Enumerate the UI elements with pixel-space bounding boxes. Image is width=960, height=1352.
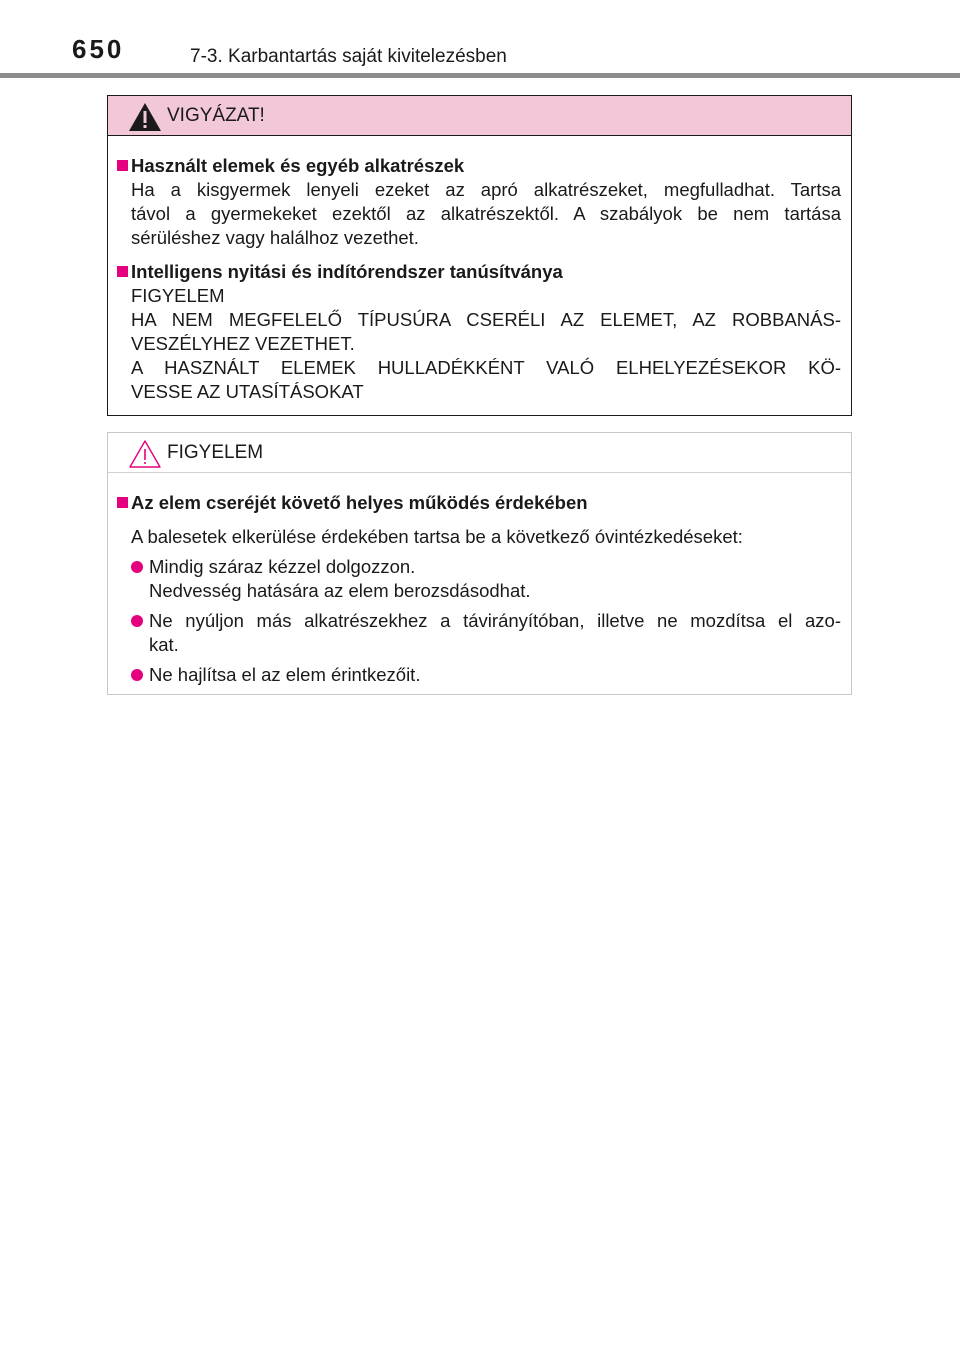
list-item bbox=[131, 555, 841, 603]
intro-paragraph: A balesetek elkerülése érdekében tartsa be a következő óvintézkedéseket: bbox=[131, 526, 743, 547]
notice-box-header bbox=[108, 433, 851, 473]
circle-bullet-icon bbox=[131, 669, 143, 681]
circle-bullet-icon bbox=[131, 561, 143, 573]
list-item bbox=[131, 609, 841, 657]
text-line: sérüléshez vagy halálhoz vezethet. bbox=[131, 227, 419, 248]
section-title: 7-3. Karbantartás saját kivitelezésben bbox=[190, 46, 507, 67]
notice-box-body bbox=[108, 473, 851, 687]
page-header bbox=[0, 0, 960, 80]
warning-box-body bbox=[108, 136, 851, 404]
square-bullet-icon bbox=[117, 497, 128, 508]
text-line: HA NEM MEGFELELŐ TÍPUSÚRA CSERÉLI AZ ELEMET, AZ ROBBANÁS- bbox=[131, 309, 841, 330]
text-line: VESSE AZ UTASÍTÁSOKAT bbox=[131, 381, 364, 402]
item-heading-text: Az elem cseréjét követő helyes működés érdekében bbox=[131, 492, 588, 513]
text-line: FIGYELEM bbox=[131, 285, 225, 306]
item-heading-used-batteries bbox=[131, 154, 841, 178]
text-line: kat. bbox=[149, 634, 179, 655]
text-line: Ne nyúljon más alkatrészekhez a távirányítóban, illetve ne mozdítsa el azo- bbox=[149, 610, 841, 631]
text-line: Ne hajlítsa el az elem érintkezőit. bbox=[149, 664, 421, 685]
square-bullet-icon bbox=[117, 160, 128, 171]
warning-box-header bbox=[108, 96, 851, 136]
warning-box-title: VIGYÁZAT! bbox=[167, 105, 265, 126]
text-line: távol a gyermekeket ezektől az alkatrészektől. A szabályok be nem tartása bbox=[131, 203, 841, 224]
item-paragraph bbox=[131, 178, 841, 250]
text-line: Mindig száraz kézzel dolgozzon. bbox=[149, 556, 416, 577]
page-number: 650 bbox=[72, 34, 125, 64]
item-heading-correct-operation bbox=[131, 491, 841, 515]
header-divider bbox=[0, 73, 960, 78]
item-heading-text: Használt elemek és egyéb alkatrészek bbox=[131, 155, 465, 176]
item-paragraph bbox=[131, 284, 841, 404]
notice-box-title: FIGYELEM bbox=[167, 442, 264, 463]
text-line: VESZÉLYHEZ VEZETHET. bbox=[131, 333, 355, 354]
item-heading-smart-key-certificate bbox=[131, 260, 841, 284]
warning-triangle-icon bbox=[128, 102, 162, 132]
circle-bullet-icon bbox=[131, 615, 143, 627]
warning-box bbox=[107, 95, 852, 416]
square-bullet-icon bbox=[117, 266, 128, 277]
list-item bbox=[131, 663, 841, 687]
text-line: Ha a kisgyermek lenyeli ezeket az apró alkatrészeket, megfulladhat. Tartsa bbox=[131, 179, 841, 200]
item-heading-text: Intelligens nyitási és indítórendszer tanúsítványa bbox=[131, 261, 563, 282]
notice-triangle-icon bbox=[128, 439, 162, 469]
text-line: A HASZNÁLT ELEMEK HULLADÉKKÉNT VALÓ ELHELYEZÉSEKOR KÖ- bbox=[131, 357, 841, 378]
text-line: Nedvesség hatására az elem berozsdásodhat. bbox=[149, 580, 531, 601]
notice-box bbox=[107, 432, 852, 695]
